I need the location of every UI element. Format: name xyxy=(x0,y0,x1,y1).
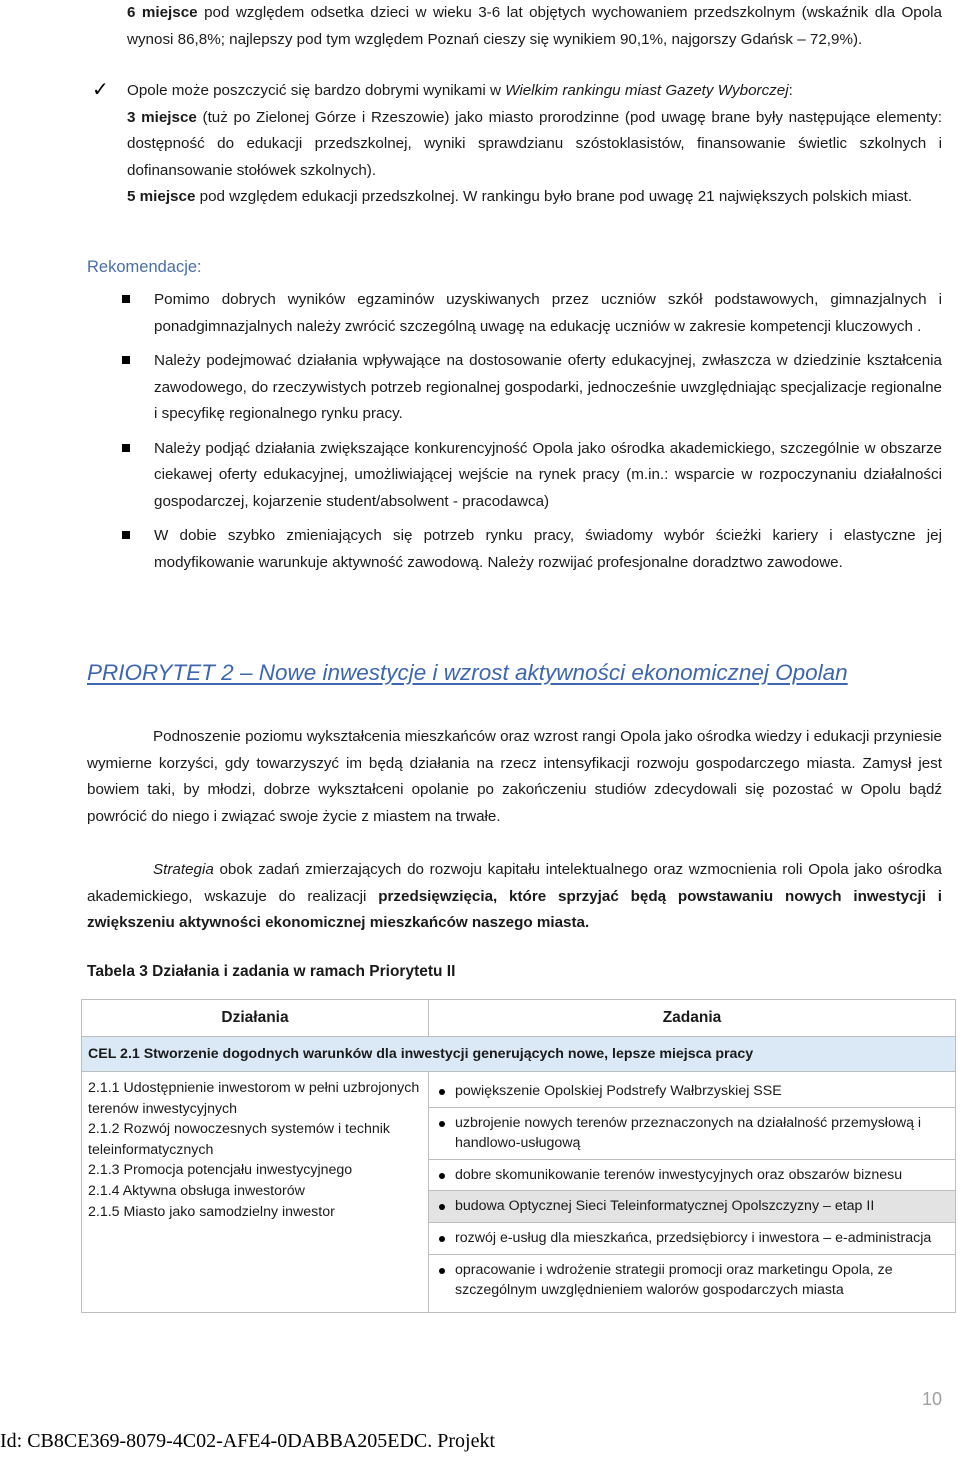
column-header-actions: Działania xyxy=(82,1000,429,1037)
task-item: powiększenie Opolskiej Podstrefy Wałbrzyskiej SSE xyxy=(429,1076,955,1108)
task-item: uzbrojenie nowych terenów przeznaczonych na działalność przemysłową i handlowo-usługową xyxy=(429,1108,955,1160)
recommendations-heading: Rekomendacje: xyxy=(87,258,202,276)
priority-heading: PRIORYTET 2 – Nowe inwestycje i wzrost aktywności ekonomicznej Opolan xyxy=(87,660,848,685)
ranking-paragraph-gazeta xyxy=(127,78,942,211)
rank-label: 6 miejsce xyxy=(127,4,198,21)
goal-row: CEL 2.1 Stworzenie dogodnych warunków dla inwestycji generujących nowe, lepsze miejsca pracy xyxy=(82,1037,956,1072)
actions-tasks-table xyxy=(81,999,956,1313)
list-item: W dobie szybko zmieniających się potrzeb rynku pracy, świadomy wybór ścieżki kariery i elastyczne jej modyfikowanie warunkuje aktywność zawodową. Należy rozwijać profesjonalne doradztwo zawodowe. xyxy=(154,523,942,576)
list-item: Należy podjąć działania zwiększające konkurencyjność Opola jako ośrodka akademickiego, szczególnie w obszarze ciekawej oferty edukacyjnej, umożliwiającej wejście na rynek pracy (m.in.: wsparcie w rozpoczynaniu działalności gospodarczej, kojarzenie student/absolwent - pracodawca) xyxy=(154,436,942,516)
list-item: Należy podejmować działania wpływające na dostosowanie oferty edukacyjnej, zwłaszcza w dziedzinie kształcenia zawodowego, do rzeczywistych potrzeb regionalnej gospodarki, jednocześnie uwzględniając specjalizacje regionalne i specyfikę regionalnego rynku pracy. xyxy=(154,348,942,428)
ranking-item-3: 3 miejsce (tuż po Zielonej Górze i Rzeszowie) jako miasto prorodzinne (pod uwagę brane były następujące elementy: dostępność do edukacji przedszkolnej, wyniki sprawdzianu szóstoklasistów, finansowanie świetlic szkolnych i dofinansowanie stołówek szkolnych). xyxy=(127,108,942,179)
table-caption: Tabela 3 Działania i zadania w ramach Priorytetu II xyxy=(87,963,456,980)
document-id-footer: Id: CB8CE369-8079-4C02-AFE4-0DABBA205EDC. Projekt xyxy=(0,1430,495,1452)
task-item: rozwój e-usług dla mieszkańca, przedsiębiorcy i inwestora – e-administracja xyxy=(429,1223,955,1255)
actions-cell xyxy=(82,1072,429,1313)
ranking-intro: Opole może poszczycić się bardzo dobrymi wynikami w Wielkim rankingu miast Gazety Wyborczej: xyxy=(127,82,793,99)
task-item: dobre skomunikowanie terenów inwestycyjnych oraz obszarów biznesu xyxy=(429,1160,955,1192)
priority-paragraph-2: Strategia obok zadań zmierzających do rozwoju kapitału intelektualnego oraz wzmocnienia roli Opola jako ośrodka akademickiego, wskazuje do realizacji przedsięwzięcia, które sprzyjać będą powstawaniu nowych inwestycji i zwiększeniu aktywności ekonomicznej mieszkańców naszego miasta. xyxy=(87,861,943,931)
ranking-item-5: 5 miejsce pod względem edukacji przedszkolnej. W rankingu było brane pod uwagę 21 największych polskich miast. xyxy=(127,188,913,205)
list-item: Pomimo dobrych wyników egzaminów uzyskiwanych przez uczniów szkół podstawowych, gimnazjalnych i ponadgimnazjalnych należy zwrócić szczególną uwagę na edukację uczniów w zakresie kompetencji kluczowych . xyxy=(154,287,942,340)
ranking-paragraph-kindergarten xyxy=(127,0,942,53)
recommendations-list xyxy=(154,287,942,584)
action-item: 2.1.4 Aktywna obsługa inwestorów xyxy=(88,1182,305,1199)
check-icon: ✓ xyxy=(92,79,109,101)
paragraph-text: pod względem odsetka dzieci w wieku 3-6 lat objętych wychowaniem przedszkolnym (wskaźnik dla Opola wynosi 86,8%; najlepszy pod tym względem Poznań cieszy się wynikiem 90,1%, najgorszy Gdańsk – 72,9%). xyxy=(127,4,942,48)
priority-paragraph-1: Podnoszenie poziomu wykształcenia mieszkańców oraz wzrost rangi Opola jako ośrodka wiedzy i edukacji przyniesie wymierne korzyści, gdy towarzyszyć im będą działania na rzecz intensyfikacji rozwoju gospodarczego miasta. Zamysł jest bowiem taki, by młodzi, dobrze wykształceni opolanie po zakończeniu studiów zdecydowali się pozostać w Opolu bądź powrócić do niego i związać swoje życie z miastem na trwałe. xyxy=(87,728,942,825)
task-item: opracowanie i wdrożenie strategii promocji oraz marketingu Opola, ze szczególnym uwzględnieniem walorów gospodarczych miasta xyxy=(429,1255,955,1306)
action-item: 2.1.3 Promocja potencjału inwestycyjnego xyxy=(88,1162,353,1179)
column-header-tasks: Zadania xyxy=(429,1000,956,1037)
tasks-cell xyxy=(429,1072,956,1313)
action-item: 2.1.2 Rozwój nowoczesnych systemów i technik teleinformatycznych xyxy=(88,1121,391,1158)
page-number: 10 xyxy=(921,1389,942,1409)
action-item: 2.1.1 Udostępnienie inwestorom w pełni uzbrojonych terenów inwestycyjnych xyxy=(88,1080,420,1117)
action-item: 2.1.5 Miasto jako samodzielny inwestor xyxy=(88,1203,335,1220)
task-item: budowa Optycznej Sieci Teleinformatycznej Opolszczyzny – etap II xyxy=(429,1191,955,1223)
